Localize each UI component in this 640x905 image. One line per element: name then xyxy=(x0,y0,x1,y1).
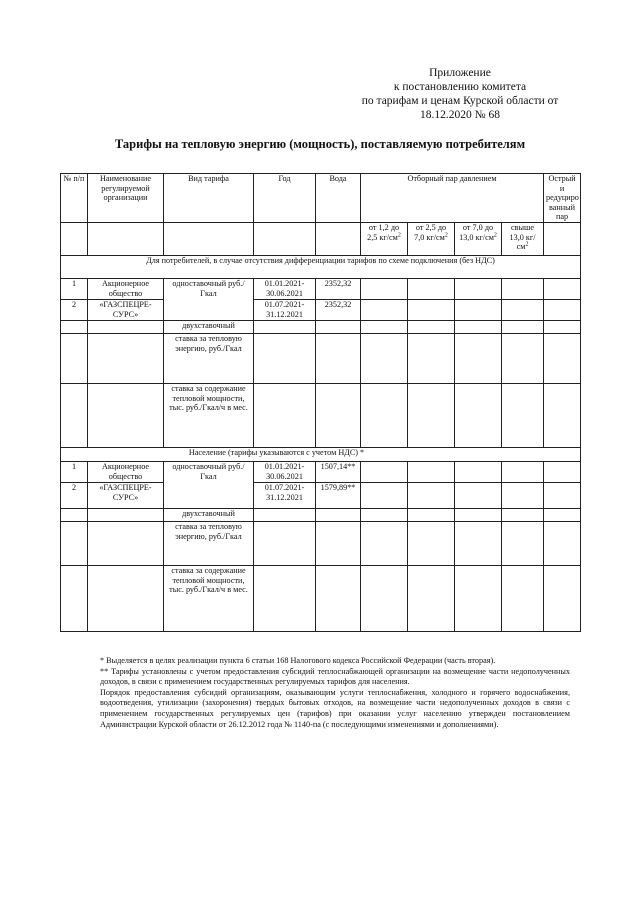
row-num: 2 xyxy=(61,482,88,508)
col-header-tariff-type: Вид тарифа xyxy=(164,174,254,223)
section-title: Население (тарифы указываются с учетом НДС) * xyxy=(61,447,581,461)
document-header xyxy=(330,66,590,122)
period: 01.01.2021-30.06.2021 xyxy=(254,461,316,482)
tariff-type: одноставочный руб./Гкал xyxy=(164,461,254,508)
org-name: «ГАЗСПЕЦРЕ-СУРС» xyxy=(88,299,164,320)
tariff-type: ставка за тепловую энергию, руб./Гкал xyxy=(164,521,254,565)
footnote: ** Тарифы установлены с учетом предоставления субсидий теплоснабжающей организации на возмещение части недополученных доходов, в связи с применением государственных регулируемых тарифов для населения. xyxy=(100,666,570,687)
tariff-type: ставка за содержание тепловой мощности, тыс. руб./Гкал/ч в мес. xyxy=(164,565,254,631)
water-value: 2352,32 xyxy=(316,299,361,320)
tariff-table xyxy=(60,173,581,632)
tariff-type: двухставочный xyxy=(164,508,254,521)
col-header-pressure-3: от 7,0 до 13,0 $кг/см^2$ xyxy=(455,222,502,255)
header-line: 18.12.2020 № 68 xyxy=(420,109,500,121)
col-header-year: Год xyxy=(254,174,316,223)
org-name: Акционерное общество xyxy=(88,278,164,299)
col-header-pressure-2: от 2,5 до 7,0 $кг/см^2$ xyxy=(408,222,455,255)
footnote: Порядок предоставления субсидий организациям, оказывающим услуги теплоснабжения, холодного и горячего водоснабжения, водоотведения, утилизации (захоронения) твердых бытовых отходов, на возмещение части недополученных доходов в связи с применением государственных регулируемых цен (тарифов) при оказании услуг населению утвержден постановлением Администрации Курской области от 26.12.2012 года № 1140-па (с последующими изменениями и дополнениями). xyxy=(100,687,570,729)
water-value: 2352,32 xyxy=(316,278,361,299)
col-header-pressure-1: от 1,2 до 2,5 $кг/см^2$ xyxy=(361,222,408,255)
period: 01.07.2021-31.12.2021 xyxy=(254,299,316,320)
header-line: Приложение xyxy=(429,67,491,79)
period: 01.01.2021-30.06.2021 xyxy=(254,278,316,299)
org-name: «ГАЗСПЕЦРЕ-СУРС» xyxy=(88,482,164,508)
tariff-type: одноставочный руб./Гкал xyxy=(164,278,254,320)
row-num: 1 xyxy=(61,278,88,299)
period: 01.07.2021-31.12.2021 xyxy=(254,482,316,508)
header-line: к постановлению комитета xyxy=(393,81,527,93)
water-value: 1579,89** xyxy=(316,482,361,508)
col-header-steam: Отборный пар давлением xyxy=(361,174,544,223)
col-header-sharp-steam: Острый и редуциро ванный пар xyxy=(544,174,581,223)
org-name: Акционерное общество xyxy=(88,461,164,482)
water-value: 1507,14** xyxy=(316,461,361,482)
row-num: 2 xyxy=(61,299,88,320)
section-title: Для потребителей, в случае отсутствия дифференциации тарифов по схеме подключения (без НДС) xyxy=(61,255,581,278)
col-header-org: Наименование регулируемой организации xyxy=(88,174,164,223)
tariff-type: ставка за содержание тепловой мощности, тыс. руб./Гкал/ч в мес. xyxy=(164,383,254,447)
header-line: по тарифам и ценам Курской области от xyxy=(361,95,559,107)
col-header-water: Вода xyxy=(316,174,361,223)
row-num: 1 xyxy=(61,461,88,482)
footnote: * Выделяется в целях реализации пункта 6 статьи 168 Налогового кодекса Российской Федерации (часть вторая). xyxy=(100,656,496,665)
tariff-type: ставка за тепловую энергию, руб./Гкал xyxy=(164,333,254,383)
col-header-pressure-4: свыше 13,0 $кг/см^2$ xyxy=(502,222,544,255)
col-header-num: № п/п xyxy=(61,174,88,223)
footnotes xyxy=(100,656,570,730)
tariff-type: двухставочный xyxy=(164,320,254,333)
page-title: Тарифы на тепловую энергию (мощность), поставляемую потребителям xyxy=(114,137,526,151)
